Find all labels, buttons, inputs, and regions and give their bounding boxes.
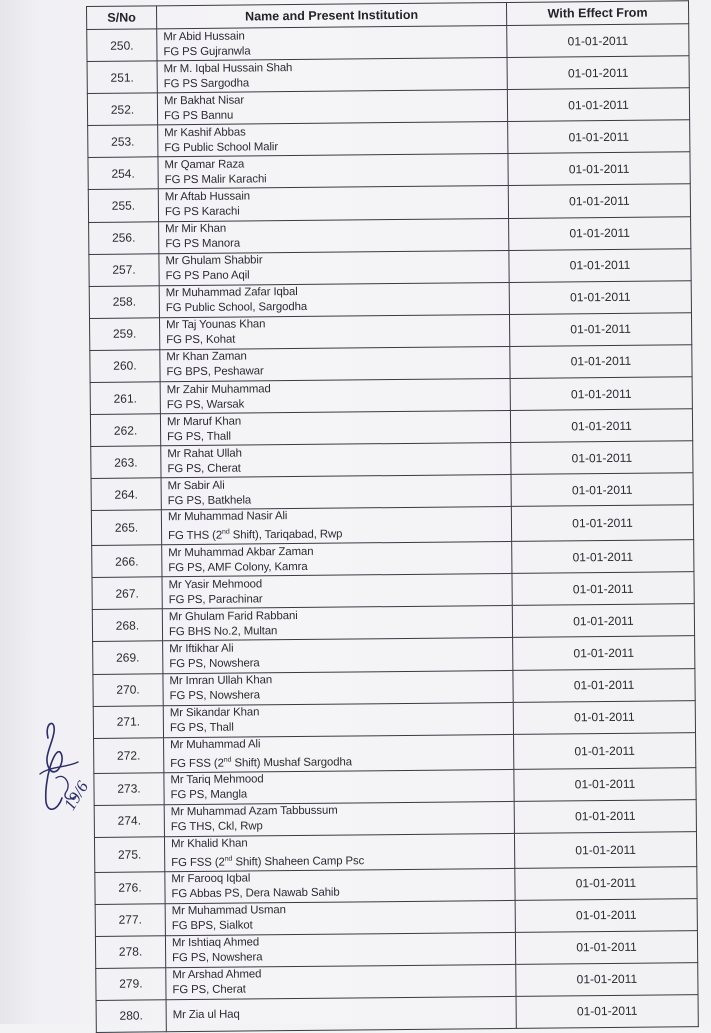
person-name: Mr Muhammad Nasir Ali [167,510,288,524]
row-name-institution [157,25,507,60]
institution-name: FG Public School Malir [164,140,279,155]
row-effective-date: 01-01-2011 [507,88,689,122]
row-sno: 260. [90,350,160,383]
row-sno: 267. [92,577,162,610]
person-name: Mr Maruf Khan [166,415,242,428]
institution-name: FG PS, AMF Colony, Kamra [168,560,308,574]
row-sno: 253. [88,125,158,158]
row-effective-date: 01-01-2011 [511,473,693,507]
person-name: Mr Zahir Muhammad [166,382,271,396]
institution-name: FG PS, Parachinar [168,593,263,607]
row-sno: 256. [89,221,159,254]
row-name-institution [165,932,515,967]
institution-name: FG PS, Mangla [170,788,248,802]
person-name: Mr Ghulam Shabbir [165,254,263,268]
institution-name: FG PS, Warsak [166,398,245,411]
institution-name: FG THS (2nd Shift), Tariqabad, Rwp [168,528,343,543]
person-name: Mr Ghulam Farid Rabbani [168,609,298,624]
row-name-institution [161,507,511,545]
row-effective-date: 01-01-2011 [514,799,696,833]
row-name-institution [164,833,514,871]
row-sno: 273. [94,772,164,805]
row-effective-date: 01-01-2011 [515,866,697,900]
institution-name: FG PS, Cherat [172,983,246,997]
person-name: Mr Sabir Ali [167,479,225,493]
person-name: Mr Muhammad Akbar Zaman [168,545,314,559]
person-name: Mr Muhammad Zafar Iqbal [165,286,298,300]
row-sno: 252. [87,93,157,126]
row-effective-date: 01-01-2011 [512,572,694,606]
person-name: Mr Farooq Iqbal [171,872,251,886]
institution-name: FG FSS (2nd Shift) Shaheen Camp Psc [171,854,365,869]
institution-name: FG PS, Nowshera [172,951,263,965]
row-name-institution [158,186,508,221]
row-sno: 250. [87,29,157,62]
row-sno: 271. [93,705,163,738]
person-name: Mr Abid Hussain [163,30,245,43]
row-name-institution [165,868,515,903]
row-sno: 270. [93,673,163,706]
institution-name: FG PS, Thall [169,721,234,735]
person-name: Mr Bakhat Nisar [163,94,245,107]
institution-name: FG PS, Nowshera [169,657,260,671]
row-effective-date: 01-01-2011 [511,441,693,475]
institution-name: FG PS, Thall [167,430,231,443]
row-effective-date: 01-01-2011 [511,505,693,542]
row-effective-date: 01-01-2011 [509,313,691,347]
institution-name: FG PS, Batkhela [167,494,252,508]
row-effective-date: 01-01-2011 [513,668,695,702]
row-effective-date: 01-01-2011 [509,280,691,314]
row-sno: 262. [90,414,160,447]
table-row [96,995,698,1033]
row-effective-date: 01-01-2011 [510,409,692,443]
row-effective-date: 01-01-2011 [507,56,689,90]
institution-name: FG BPS, Peshawar [166,365,264,379]
row-sno: 278. [95,936,165,969]
row-effective-date: 01-01-2011 [508,120,690,154]
person-name: Mr Iftikhar Ali [169,642,234,656]
row-effective-date: 01-01-2011 [508,184,690,218]
row-sno: 263. [91,446,161,479]
table-row [94,831,696,872]
institution-name: FG PS Sargodha [163,77,250,90]
row-name-institution [159,218,509,253]
row-name-institution [161,443,511,478]
row-sno: 275. [94,837,164,872]
row-effective-date: 01-01-2011 [510,345,692,379]
institution-name: FG PS, Kohat [166,333,236,347]
row-effective-date: 01-01-2011 [512,540,694,574]
institution-name: FG PS Karachi [164,205,240,219]
row-sno: 274. [94,804,164,837]
institution-name: FG PS Malir Karachi [164,173,267,187]
row-sno: 265. [91,510,161,545]
row-effective-date: 01-01-2011 [513,700,695,734]
row-effective-date: 01-01-2011 [516,995,698,1029]
person-name: Mr Muhammad Ali [170,738,261,751]
row-sno: 266. [92,545,162,578]
row-sno: 259. [89,318,159,351]
row-name-institution [162,542,512,577]
person-name: Mr Muhammad Azam Tabbussum [170,804,338,819]
person-name: Mr Arshad Ahmed [172,968,262,982]
row-sno: 254. [88,157,158,190]
person-name: Mr Mir Khan [165,222,227,236]
row-name-institution [164,801,514,836]
table-body [87,24,699,1033]
signature-mark [36,718,102,836]
row-name-institution [164,769,514,804]
row-name-institution [157,58,507,93]
row-sno: 276. [95,871,165,904]
institution-name: FG PS Bannu [164,109,234,122]
person-name: Mr Muhammad Usman [171,904,286,918]
institution-name: FG PS Pano Aqil [165,269,250,283]
person-name: Mr M. Iqbal Hussain Shah [163,61,293,75]
row-name-institution [162,574,512,609]
row-name-institution [160,411,510,446]
signature-text: 19/6 [60,777,93,814]
person-name: Mr Imran Ullah Khan [169,674,273,688]
institution-name: FG PS, Nowshera [169,689,260,703]
table-row [91,505,693,546]
row-name-institution [164,734,514,772]
header-sno: S/No [87,6,157,30]
row-name-institution [163,702,513,737]
row-effective-date: 01-01-2011 [507,24,689,58]
header-date: With Effect From [506,1,688,26]
table-row [94,732,696,773]
person-name: Mr Khalid Khan [170,837,248,850]
person-name: Mr Sikandar Khan [169,706,260,720]
row-effective-date: 01-01-2011 [515,930,697,964]
row-sno: 257. [89,253,159,286]
row-sno: 268. [92,609,162,642]
institution-name: FG Abbas PS, Dera Nawab Sahib [171,886,340,901]
row-name-institution [166,964,516,999]
row-name-institution [162,606,512,641]
row-effective-date: 01-01-2011 [509,216,691,250]
row-name-institution [163,638,513,673]
row-sno: 251. [87,61,157,94]
row-sno: 258. [89,286,159,319]
row-name-institution [159,250,509,285]
row-sno: 279. [96,968,166,1001]
person-name: Mr Khan Zaman [166,350,247,364]
row-name-institution [157,90,507,125]
row-name-institution [158,154,508,189]
row-effective-date: 01-01-2011 [515,898,697,932]
person-name: Mr Kashif Abbas [164,126,246,140]
row-name-institution [160,346,510,381]
institution-name: FG Public School, Sargodha [165,301,308,315]
institution-name: FG BPS, Sialkot [171,919,253,933]
row-name-institution [159,282,509,317]
row-effective-date: 01-01-2011 [512,604,694,638]
row-sno: 261. [90,382,160,415]
row-effective-date: 01-01-2011 [510,377,692,411]
person-name: Mr Ishtiaq Ahmed [171,936,260,950]
row-sno: 255. [88,189,158,222]
row-name-institution [158,122,508,157]
row-sno: 277. [95,903,165,936]
row-name-institution [163,670,513,705]
person-name: Mr Tariq Mehmood [170,773,264,787]
institution-name: FG BHS No.2, Multan [168,625,278,639]
row-effective-date: 01-01-2011 [514,831,696,868]
row-name-institution [161,475,511,510]
row-name-institution [166,996,516,1031]
person-name: Mr Rahat Ullah [167,447,242,461]
institution-name: FG FSS (2nd Shift) Mushaf Sargodha [170,756,352,770]
row-effective-date: 01-01-2011 [514,767,696,801]
row-effective-date: 01-01-2011 [509,248,691,282]
header-name: Name and Present Institution [157,2,507,28]
person-name: Mr Zia ul Haq [172,1008,240,1022]
row-sno: 269. [93,641,163,674]
person-name: Mr Yasir Mehmood [168,578,263,592]
institution-name: FG PS Manora [165,237,241,251]
row-effective-date: 01-01-2011 [508,152,690,186]
institution-name: FG PS Gujranwla [163,44,251,58]
institution-name: FG THS, Ckl, Rwp [170,820,263,834]
person-name: Mr Taj Younas Khan [166,318,266,332]
row-name-institution [159,314,509,349]
row-effective-date: 01-01-2011 [513,636,695,670]
institution-name: FG PS, Cherat [167,462,241,476]
row-sno: 264. [91,478,161,511]
row-name-institution [160,378,510,413]
person-name: Mr Qamar Raza [164,158,245,172]
row-sno: 280. [96,1000,166,1033]
row-sno: 272. [94,738,164,773]
row-name-institution [165,900,515,935]
staff-table [86,0,699,1033]
person-name: Mr Aftab Hussain [164,190,251,204]
row-effective-date: 01-01-2011 [514,732,696,769]
row-effective-date: 01-01-2011 [516,963,698,997]
